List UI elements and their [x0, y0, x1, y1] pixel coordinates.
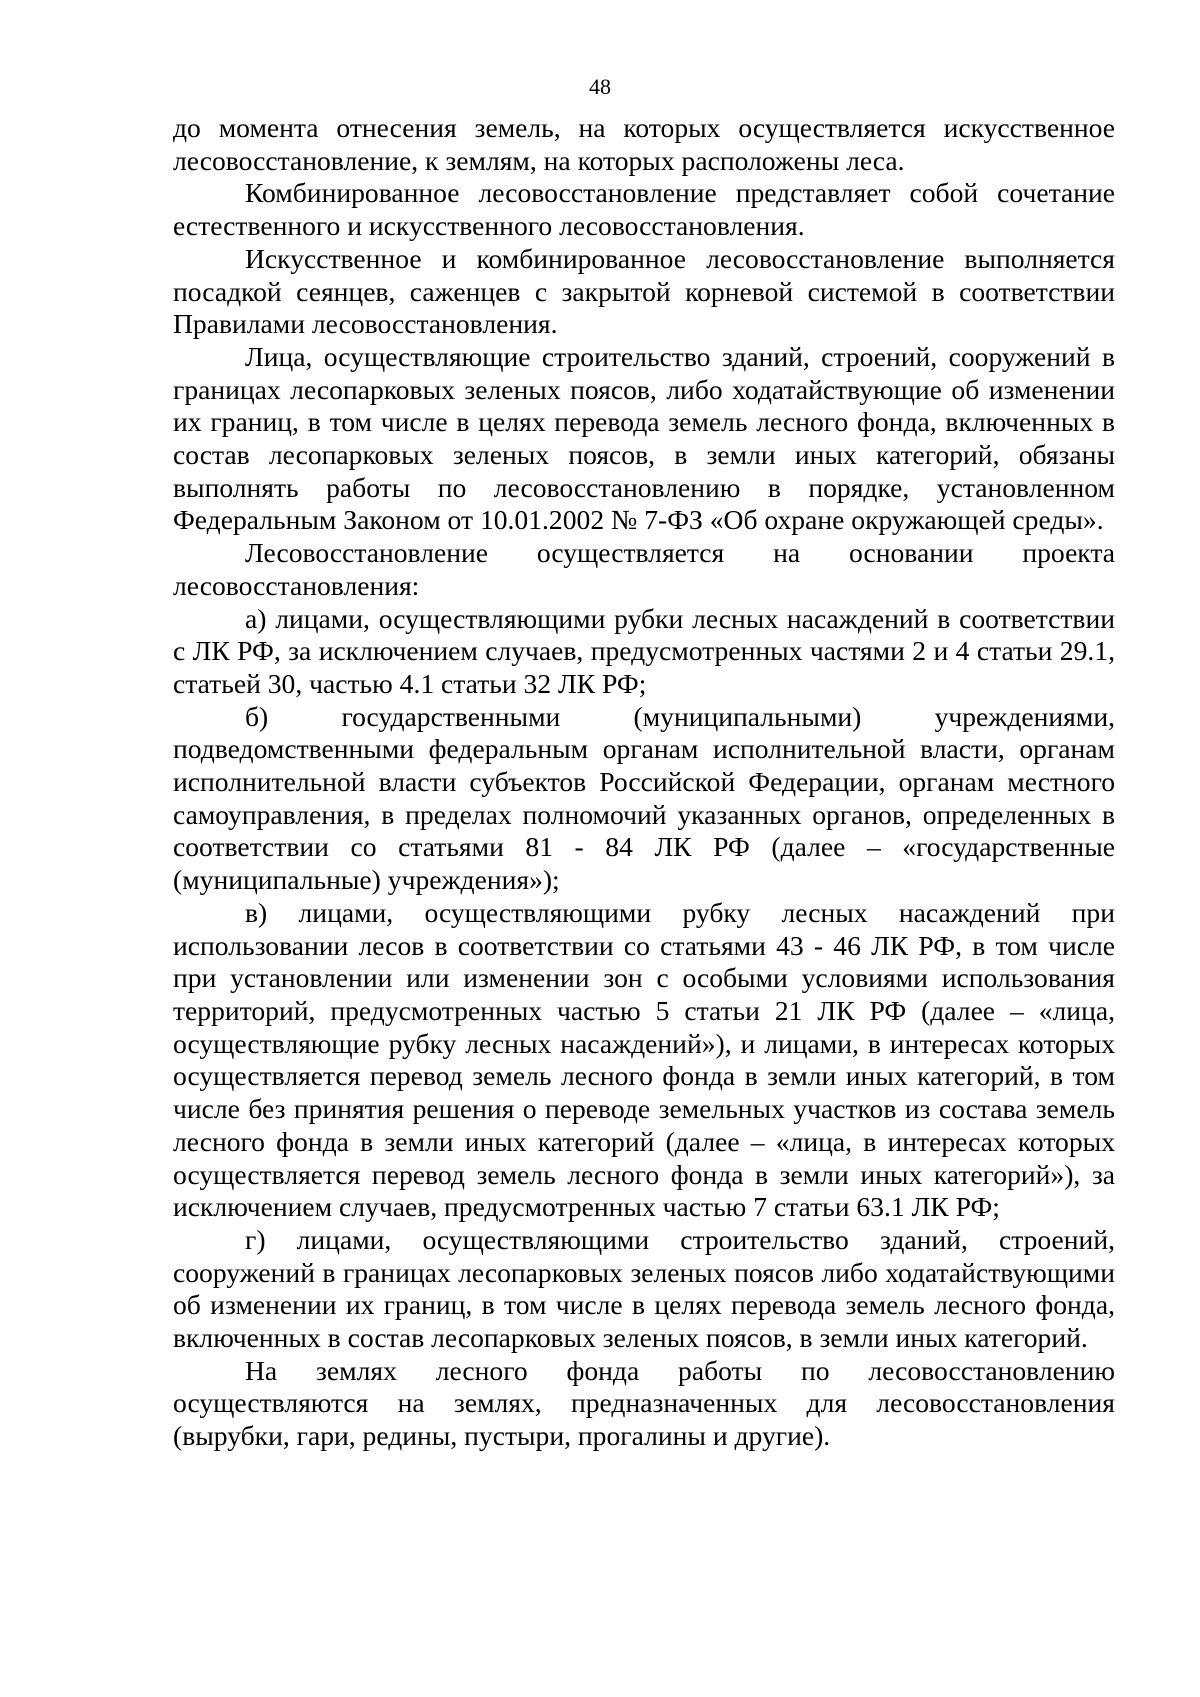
paragraph-project-basis: Лесовосстановление осуществляется на основании проекта лесовосстановления:: [173, 537, 1115, 601]
paragraph-green-belt-obligations: Лица, осуществляющие строительство зданий, строений, сооружений в границах лесопарковых зеленых поясов, либо ходатайствующие об изменении их границ, в том числе в целях перевода земель лесного фонда, включенных в состав лесопарковых зеленых поясов, в земли иных категорий, обязаны выполнять работы по лесовосстановлению в порядке, установленном Федеральным Законом от 10.01.2002 № 7-ФЗ «Об охране окружающей среды».: [173, 340, 1115, 536]
list-item-v: в) лицами, осуществляющими рубку лесных насаждений при использовании лесов в соответствии со статьями 43 - 46 ЛК РФ, в том числе при установлении или изменении зон с особыми условиями использования территорий, предусмотренных частью 5 статьи 21 ЛК РФ (далее – «лица, осуществляющие рубку лесных насаждений»), и лицами, в интересах которых осуществляется перевод земель лесного фонда в земли иных категорий, в том числе без принятия решения о переводе земельных участков из состава земель лесного фонда в земли иных категорий (далее – «лица, в интересах которых осуществляется перевод земель лесного фонда в земли иных категорий»), за исключением случаев, предусмотренных частью 7 статьи 63.1 ЛК РФ;: [173, 896, 1115, 1223]
list-item-b: б) государственными (муниципальными) учреждениями, подведомственными федеральным органам исполнительной власти, органам исполнительной власти субъектов Российской Федерации, органам местного самоуправления, в пределах полномочий указанных органов, определенных в соответствии со статьями 81 - 84 ЛК РФ (далее – «государственные (муниципальные) учреждения»);: [173, 700, 1115, 896]
paragraph-combined-restoration: Комбинированное лесовосстановление представляет собой сочетание естественного и искусственного лесовосстановления.: [173, 177, 1115, 242]
page-number: 48: [589, 74, 611, 99]
document-body: [173, 112, 1115, 1453]
paragraph-restoration-lands: На землях лесного фонда работы по лесовосстановлению осуществляются на землях, предназначенных для лесовосстановления (вырубки, гари, редины, пустыри, прогалины и другие).: [173, 1354, 1115, 1452]
list-item-a: а) лицами, осуществляющими рубки лесных насаждений в соответствии с ЛК РФ, за исключением случаев, предусмотренных частями 2 и 4 статьи 29.1, статьей 30, частью 4.1 статьи 32 ЛК РФ;: [173, 602, 1115, 699]
paragraph-planting-methods: Искусственное и комбинированное лесовосстановление выполняется посадкой сеянцев, саженцев с закрытой корневой системой в соответствии Правилами лесовосстановления.: [173, 242, 1115, 340]
paragraph-continuation: до момента отнесения земель, на которых осуществляется искусственное лесовосстановление, к землям, на которых расположены леса.: [173, 112, 1115, 176]
list-item-g: г) лицами, осуществляющими строительство зданий, строений, сооружений в границах лесопарковых зеленых поясов либо ходатайствующими об изменении их границ, в том числе в целях перевода земель лесного фонда, включенных в состав лесопарковых зеленых поясов, в земли иных категорий.: [173, 1223, 1115, 1354]
